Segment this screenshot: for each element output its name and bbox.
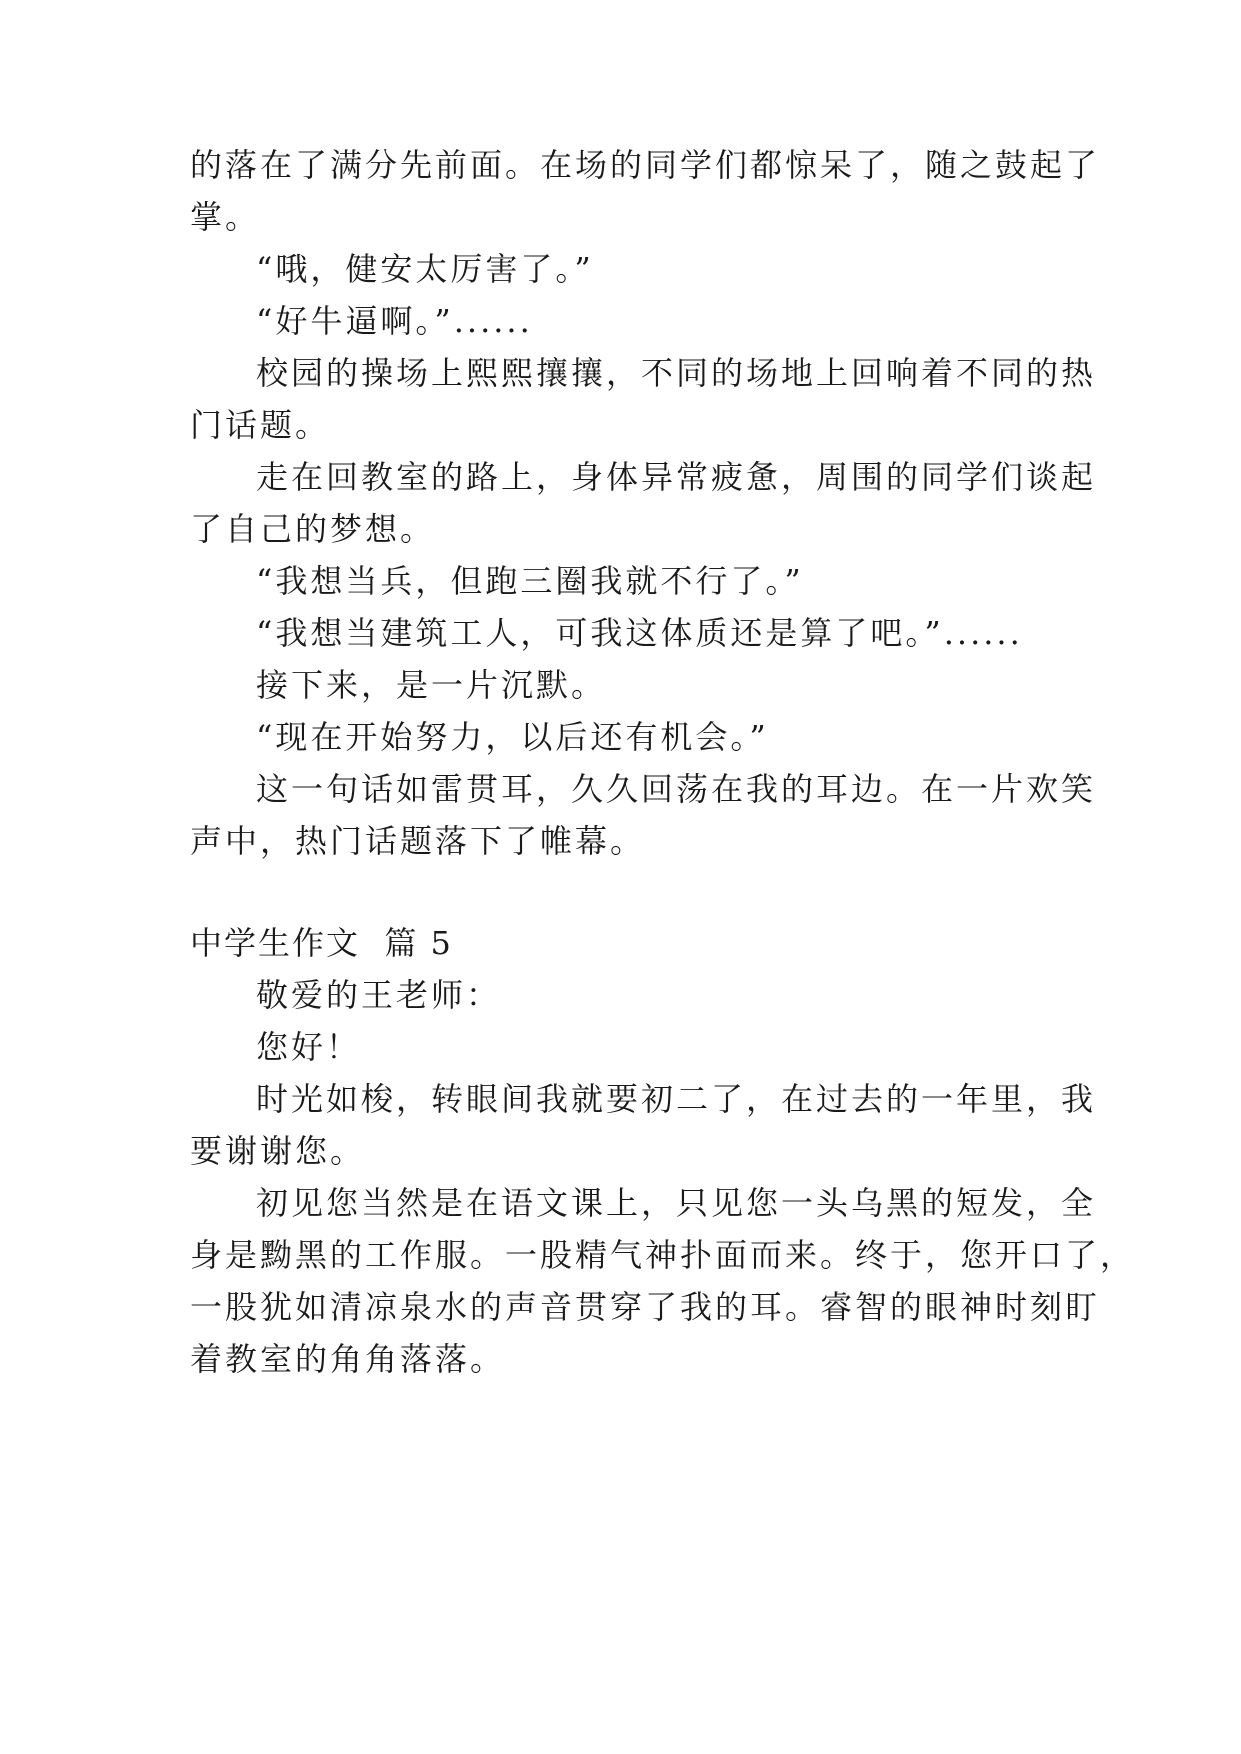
paragraph-line: 走在回教室的路上，身体异常疲惫，周围的同学们谈起 xyxy=(256,458,1097,496)
paragraph-line: 初见您当然是在语文课上，只见您一头乌黑的短发，全 xyxy=(256,1184,1097,1222)
paragraph-line: 的落在了满分先前面。在场的同学们都惊呆了，随之鼓起了 xyxy=(190,146,1101,184)
paragraph-line: 这一句话如雷贯耳，久久回荡在我的耳边。在一片欢笑 xyxy=(256,770,1097,808)
quote-line: “哦，健安太厉害了。” xyxy=(256,250,594,288)
greeting-line: 您好！ xyxy=(256,1028,362,1066)
paragraph-line: 掌。 xyxy=(190,198,261,236)
paragraph-line: 声中，热门话题落下了帷幕。 xyxy=(190,822,646,860)
paragraph-line: 着教室的角角落落。 xyxy=(190,1340,506,1378)
salutation-line: 敬爱的王老师： xyxy=(256,976,502,1014)
paragraph-line: 接下来，是一片沉默。 xyxy=(256,666,607,704)
paragraph-line: 门话题。 xyxy=(190,406,331,444)
paragraph-line: 身是黝黑的工作服。一股精气神扑面而来。终于，您开口了， xyxy=(190,1236,1136,1274)
paragraph-line: 时光如梭，转眼间我就要初二了，在过去的一年里，我 xyxy=(256,1080,1097,1118)
paragraph-line: 校园的操场上熙熙攘攘，不同的场地上回响着不同的热 xyxy=(256,354,1097,392)
quote-line: “我想当兵，但跑三圈我就不行了。” xyxy=(256,562,804,600)
quote-line: “我想当建筑工人，可我这体质还是算了吧。”...... xyxy=(256,614,1023,652)
quote-line: “现在开始努力，以后还有机会。” xyxy=(256,718,769,756)
quote-line: “好牛逼啊。”...... xyxy=(256,302,533,340)
section-heading: 中学生作文 篇 5 xyxy=(190,924,453,962)
paragraph-line: 了自己的梦想。 xyxy=(190,510,436,548)
paragraph-line: 要谢谢您。 xyxy=(190,1132,366,1170)
paragraph-line: 一股犹如清凉泉水的声音贯穿了我的耳。睿智的眼神时刻盯 xyxy=(190,1288,1101,1326)
